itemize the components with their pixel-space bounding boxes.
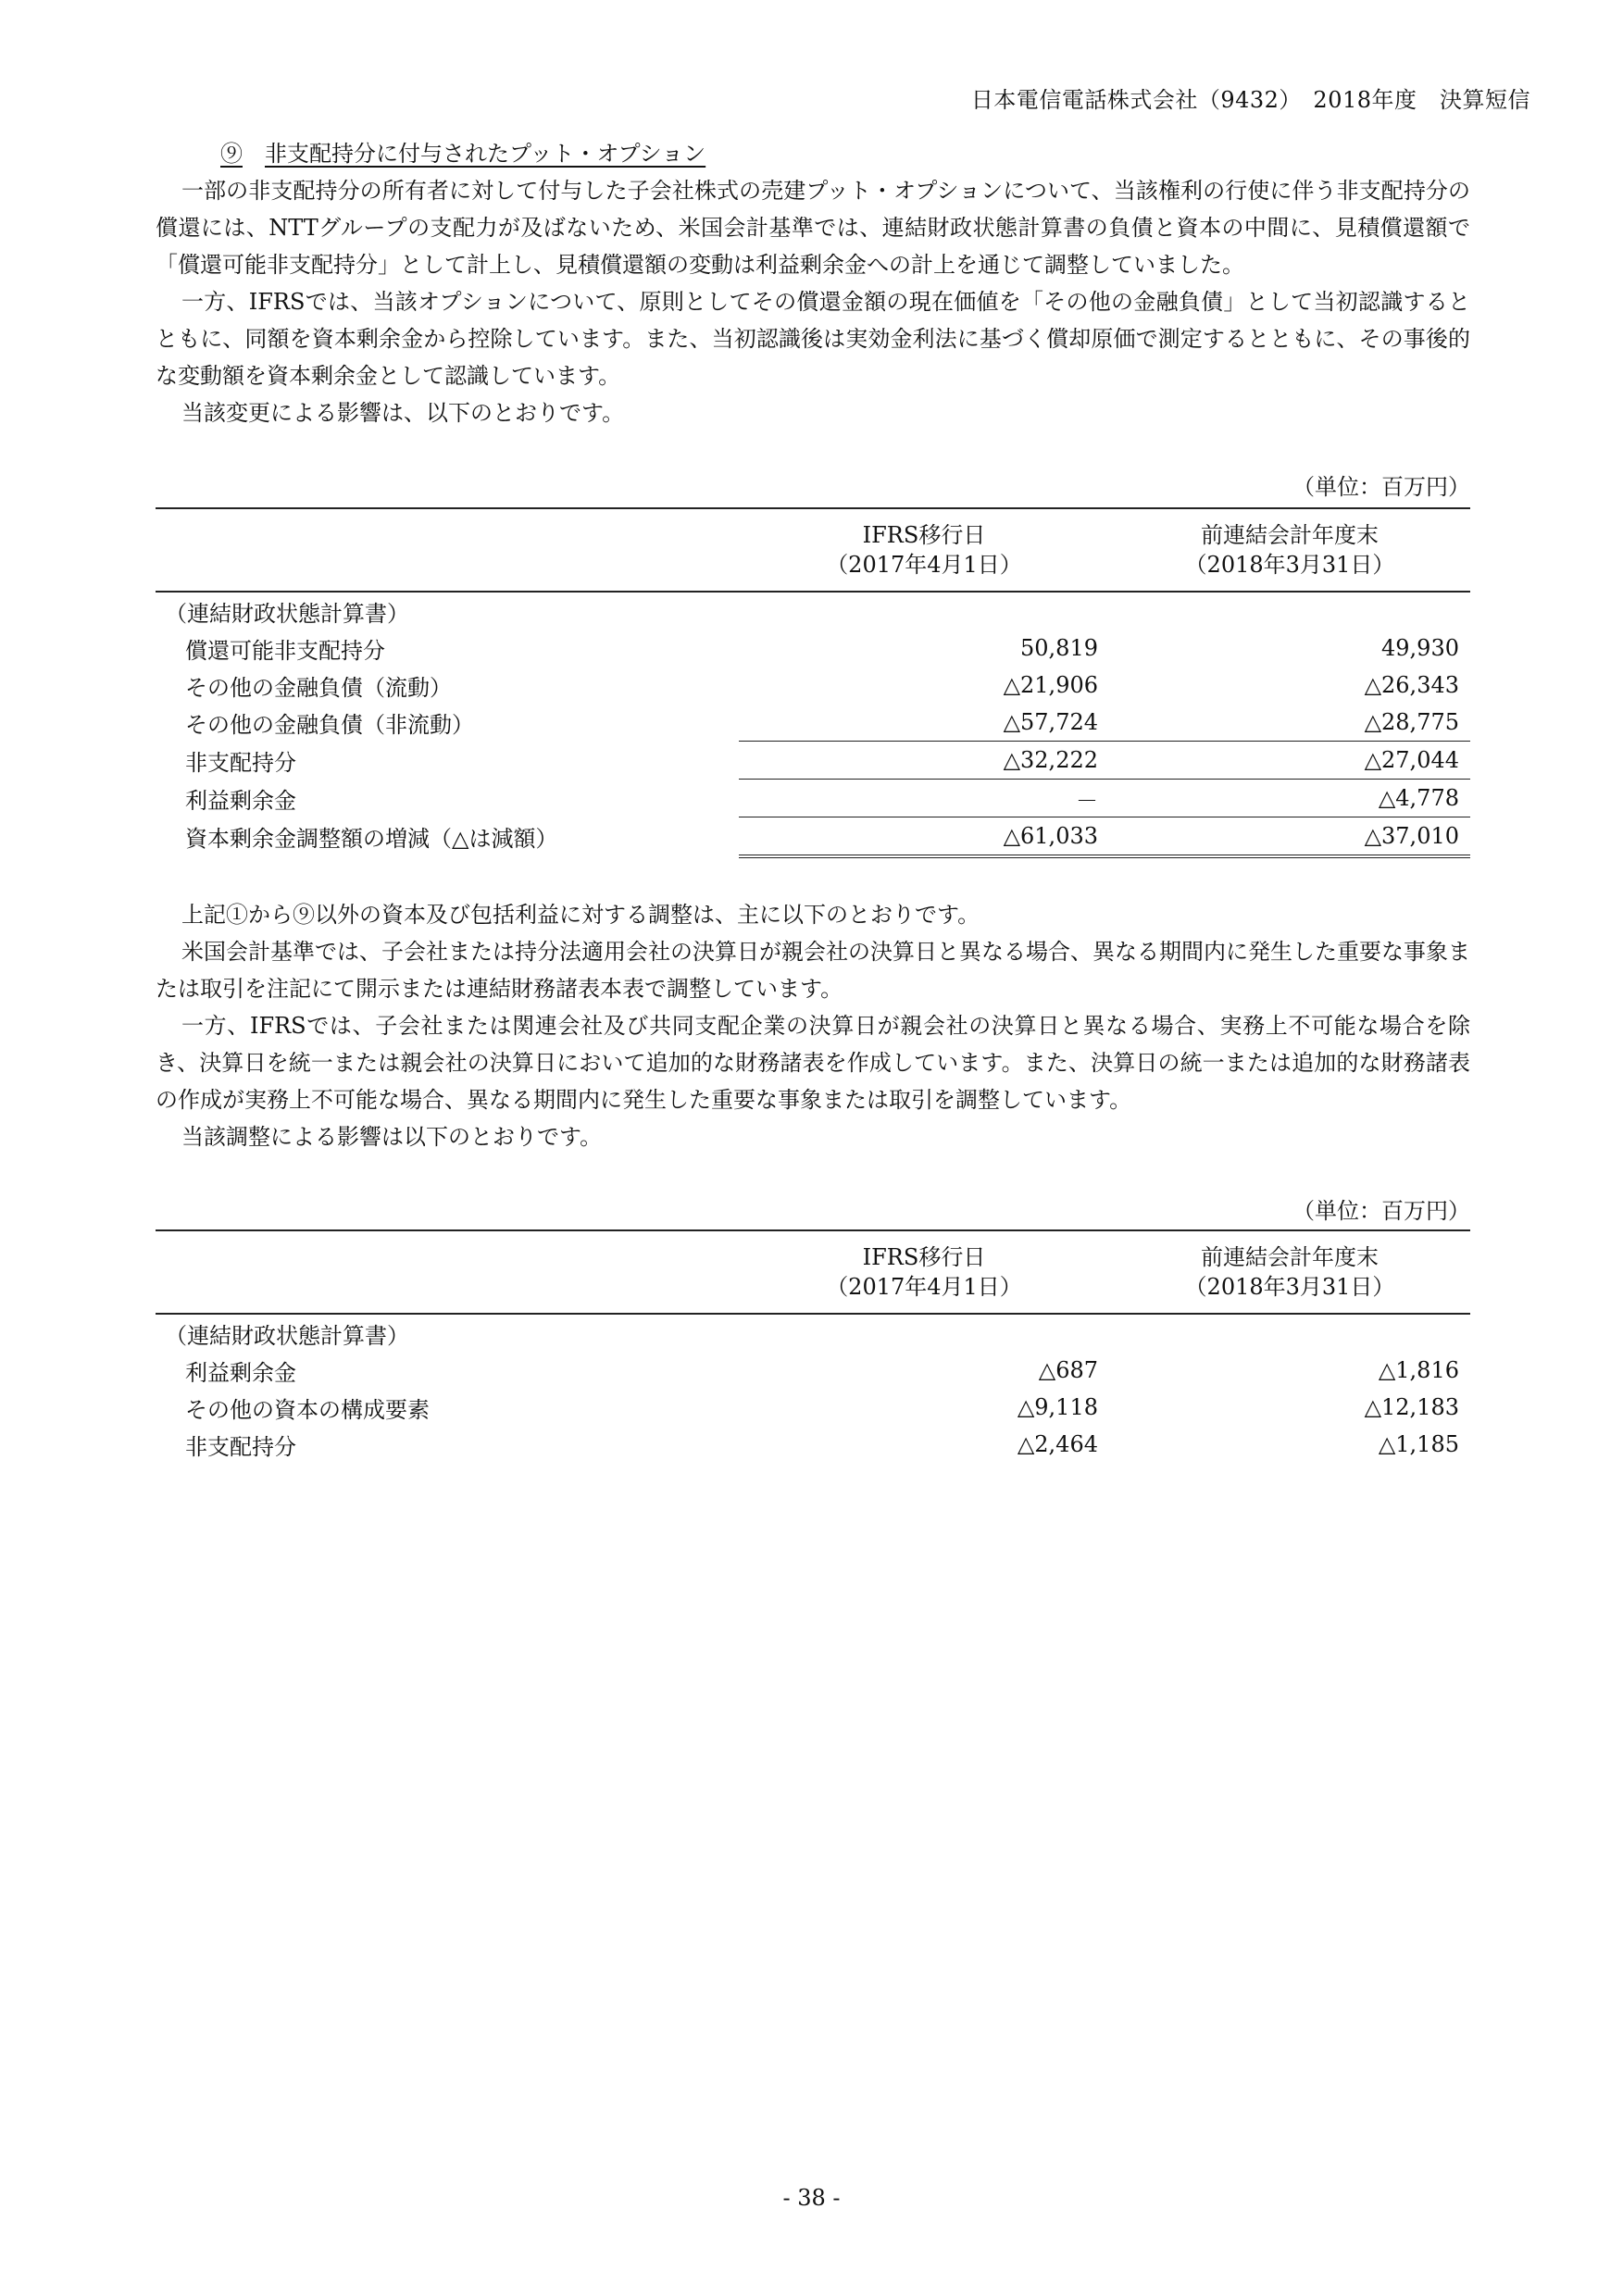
- paragraph: 当該変更による影響は、以下のとおりです。: [181, 400, 625, 426]
- table-fiscal-date-adjustment: [156, 1229, 1470, 1463]
- paragraph: 上記①から⑨以外の資本及び包括利益に対する調整は、主に以下のとおりです。: [181, 902, 980, 928]
- table-header-row: [156, 508, 1470, 592]
- table-row-total: 資本剰余金調整額の増減（△は減額） △61,033 △37,010: [156, 817, 1470, 857]
- section-other-adjustments: [156, 896, 1470, 1155]
- table-row: その他の金融負債（非流動） △57,724 △28,775: [156, 704, 1470, 742]
- column-header-transition-date: IFRS移行日 （2017年4月1日）: [739, 508, 1109, 592]
- page-number: - 38 -: [782, 2185, 841, 2211]
- paragraph: 一方、IFRSでは、当該オプションについて、原則としてその償還金額の現在価値を「その他の金融負債」として当初認識するとともに、同額を資本剰余金から控除しています。また、当初認識後は実効金利法に基づく償却原価で測定するとともに、その事後的な変動額を資本剰余金として認識しています。: [156, 289, 1470, 389]
- column-header-prior-year-end: 前連結会計年度末 （2018年3月31日）: [1109, 508, 1470, 592]
- section-heading: [156, 135, 1470, 172]
- group-row: （連結財政状態計算書）: [165, 600, 409, 627]
- page-header: 日本電信電話株式会社（9432） 2018年度 決算短信: [970, 87, 1530, 113]
- table-header-row: [156, 1230, 1470, 1314]
- unit-label: （単位：百万円）: [1292, 474, 1470, 500]
- heading-number: ⑨: [220, 141, 243, 167]
- table-row: 利益剰余金 － △4,778: [156, 780, 1470, 817]
- table-row: その他の金融負債（流動） △21,906 △26,343: [185, 672, 1459, 701]
- table-row: 利益剰余金 △687 △1,816: [185, 1357, 1459, 1386]
- group-row: （連結財政状態計算書）: [165, 1322, 409, 1349]
- paragraph: 一部の非支配持分の所有者に対して付与した子会社株式の売建プット・オプションについて、当該権利の行使に伴う非支配持分の償還には、NTTグループの支配力が及ばないため、米国会計基準では、連結財政状態計算書の負債と資本の中間に、見積償還額で「償還可能非支配持分」として計上し、見積償還額の変動は利益剰余金への計上を通じて調整していました。: [156, 178, 1470, 278]
- table-row: 非支配持分 △32,222 △27,044: [156, 742, 1470, 780]
- paragraph: 一方、IFRSでは、子会社または関連会社及び共同支配企業の決算日が親会社の決算日と異なる場合、実務上不可能な場合を除き、決算日を統一または親会社の決算日において追加的な財務諸表を作成しています。また、決算日の統一または追加的な財務諸表の作成が実務上不可能な場合、異なる期間内に発生した重要な事象または取引を調整しています。: [156, 1013, 1470, 1113]
- column-header-transition-date: IFRS移行日 （2017年4月1日）: [739, 1230, 1109, 1314]
- paragraph: 米国会計基準では、子会社または持分法適用会社の決算日が親会社の決算日と異なる場合、異なる期間内に発生した重要な事象または取引を注記にて開示または連結財務諸表本表で調整しています。: [156, 939, 1470, 1002]
- table-row: 償還可能非支配持分 50,819 49,930: [185, 635, 1459, 664]
- section-put-option: [156, 135, 1470, 431]
- unit-label: （単位：百万円）: [1292, 1198, 1470, 1224]
- table-put-option-impact: [156, 507, 1470, 858]
- heading-text: 非支配持分に付与されたプット・オプション: [265, 141, 706, 167]
- table-row: その他の資本の構成要素 △9,118 △12,183: [185, 1394, 1459, 1423]
- column-header-prior-year-end: 前連結会計年度末 （2018年3月31日）: [1109, 1230, 1470, 1314]
- paragraph: 当該調整による影響は以下のとおりです。: [181, 1124, 603, 1150]
- table-row: 非支配持分 △2,464 △1,185: [185, 1431, 1459, 1460]
